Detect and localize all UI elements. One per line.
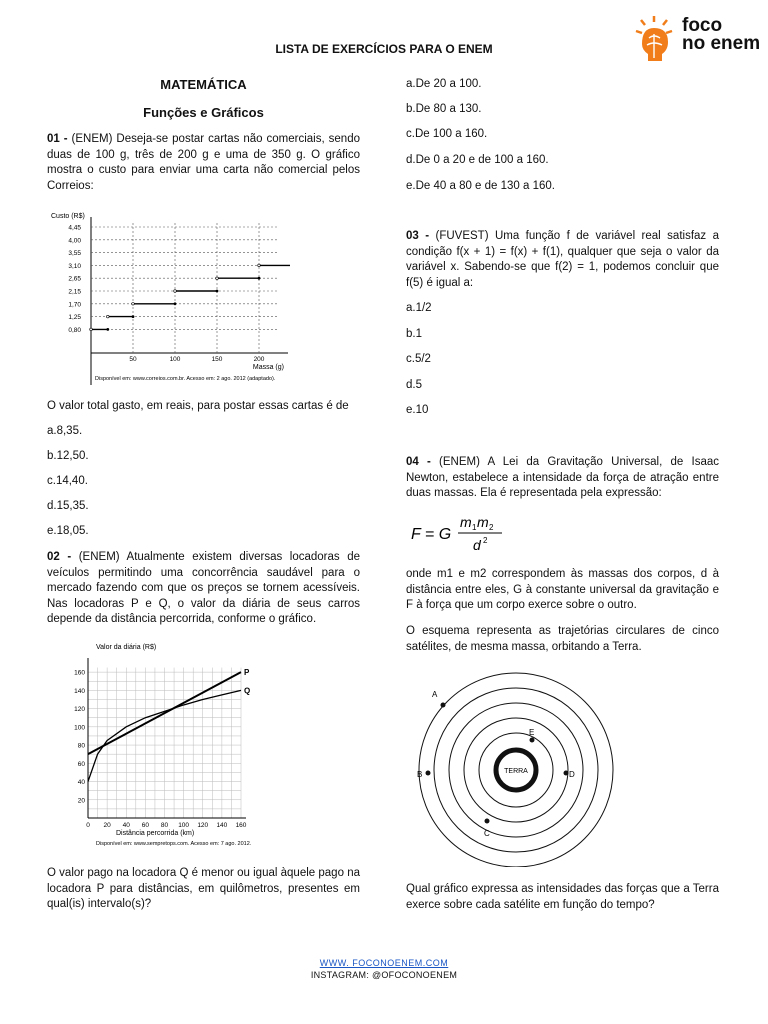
formula-lhs: F = G [411, 526, 452, 543]
chart2-y-tick-label: 120 [74, 706, 85, 714]
q3-option-d[interactable]: d.5 [406, 379, 422, 391]
q4-question: Qual gráfico expressa as intensidades das forças que a Terra exerce sobre cada satélite em função do tempo? [406, 883, 719, 911]
formula-exp: 2 [483, 536, 488, 545]
earth-label: TERRA [504, 768, 528, 775]
chart2-y-tick-label: 160 [74, 669, 85, 677]
satellite-b [426, 771, 431, 776]
q2-option-b[interactable]: b.De 80 a 130. [406, 103, 482, 115]
chart1-step-closed-point [174, 302, 177, 305]
satellite-d [564, 771, 569, 776]
q1-statement [47, 132, 360, 194]
q1-number: 01 - [47, 133, 68, 145]
chart1-step-closed-point [132, 315, 135, 318]
q1-option-a[interactable]: a.8,35. [47, 425, 83, 437]
chart1-x-tick-label: 200 [253, 356, 265, 363]
q2-option-a[interactable]: a.De 20 a 100. [406, 78, 482, 90]
q3-option-c[interactable]: c.5/2 [406, 353, 431, 365]
document-title: LISTA DE EXERCÍCIOS PARA O ENEM [275, 42, 493, 56]
chart1-step-closed-point [216, 290, 219, 293]
q2-text: (ENEM) Atualmente existem diversas locadoras de veículos permitindo uma concorrência saudável para o mercado fazendo com que os preços se tornem acessíveis. Nas locadoras P e Q, o valor da diária de seus carros depende da distância percorrida, conforme o gráfico. [47, 551, 360, 625]
q1-text: (ENEM) Deseja-se postar cartas não comerciais, sendo duas de 100 g, três de 200 g e uma de 350 g. O gráfico mostra o custo para enviar uma carta não comercial pelos Correios: [47, 133, 360, 192]
footer-website-link[interactable]: WWW. FOCONOENEM.COM [319, 958, 449, 968]
chart2-x-tick-label: 80 [160, 822, 169, 829]
satellite-a-label: A [432, 690, 438, 699]
logo-line1: foco [682, 15, 723, 36]
q1-option-e[interactable]: e.18,05. [47, 525, 89, 537]
chart2-x-tick-label: 60 [141, 822, 149, 829]
formula-sub2: 2 [489, 523, 494, 532]
postage-cost-chart [48, 205, 290, 385]
q3-text: (FUVEST) Uma função f de variável real satisfaz a condição f(x + 1) = f(x) + f(1), qualquer que seja o valor da variável x. Sabendo-se que f(2) = 1, podemos concluir que f(5) é igual a: [406, 230, 719, 289]
chart1-step-open-point [132, 303, 135, 306]
q4-text: (ENEM) A Lei da Gravitação Universal, de Isaac Newton, estabelece a intensidade da força de atração entre duas massas. Ela é representada pela expressão: [406, 456, 719, 499]
chart1-xlabel: Massa (g) [252, 364, 284, 371]
satellite-b-label: B [417, 770, 423, 779]
chart2-x-tick-label: 120 [197, 822, 209, 829]
logo [632, 14, 762, 64]
chart1-source: Disponível em: www.correios.com.br. Acesso em: 2 ago. 2012 (adaptado). [95, 376, 276, 382]
q4-number: 04 - [406, 456, 431, 468]
q3-option-e[interactable]: e.10 [406, 404, 429, 416]
chart1-step-open-point [216, 277, 219, 280]
chart2-series-label-Q: Q [244, 686, 251, 696]
chart1-y-tick-label: 2,65 [68, 275, 81, 283]
q2-option-c[interactable]: c.De 100 a 160. [406, 128, 488, 140]
q4-statement [406, 455, 719, 502]
chart2-xlabel: Distância percorrida (km) [116, 830, 195, 837]
formula-d: d [473, 537, 481, 553]
q2-question: O valor pago na locadora Q é menor ou igual àquele pago na locadora P para distâncias, em quilômetros, presentes em qual(is) intervalo(s)? [47, 867, 360, 910]
chart2-x-tick-label: 100 [178, 822, 190, 829]
orbit-diagram [408, 665, 622, 867]
satellite-c [485, 819, 490, 824]
chart1-x-tick-label: 50 [129, 356, 137, 363]
q1-option-d[interactable]: d.15,35. [47, 500, 89, 512]
chart1-step-open-point [258, 264, 261, 267]
brain-icon [632, 14, 680, 64]
chart1-y-tick-label: 1,25 [68, 314, 81, 322]
q4-paragraph-2: onde m1 e m2 correspondem às massas dos corpos, d à distância entre eles, G à constante universal da gravitação e F à força que um corpo exerce sobre o outro. [406, 568, 719, 611]
chart1-step-closed-point [106, 328, 109, 331]
chart1-x-tick-label: 150 [211, 356, 223, 363]
chart1-y-tick-label: 2,15 [68, 288, 81, 296]
satellite-c-label: C [484, 829, 490, 838]
chart1-y-tick-label: 4,45 [68, 224, 81, 232]
chart1-step-closed-point [258, 277, 261, 280]
q2-statement [47, 550, 360, 628]
chart2-y-tick-label: 140 [74, 687, 85, 695]
q2-number: 02 - [47, 551, 72, 563]
footer-instagram: INSTAGRAM: @OFOCONOENEM [310, 970, 458, 980]
chart1-step-open-point [174, 290, 177, 293]
chart1-y-tick-label: 1,70 [68, 301, 81, 309]
q3-option-a[interactable]: a.1/2 [406, 302, 432, 314]
logo-line2: no enem [682, 33, 761, 54]
chart1-y-tick-label: 3,10 [68, 262, 81, 270]
satellite-e [530, 738, 535, 743]
rental-price-chart [66, 638, 266, 850]
chart2-x-tick-label: 0 [86, 822, 90, 829]
chart2-y-tick-label: 40 [77, 779, 85, 787]
satellite-e-label: E [529, 728, 535, 737]
chart2-y-tick-label: 100 [74, 724, 85, 732]
chart1-step-open-point [90, 328, 93, 331]
q1-question: O valor total gasto, em reais, para postar essas cartas é de [47, 400, 349, 412]
chart2-source: Disponível em: www.sempretops.com. Acesso em: 7 ago. 2012. [96, 841, 252, 847]
q1-option-c[interactable]: c.14,40. [47, 475, 88, 487]
topic-heading: Funções e Gráficos [143, 105, 264, 120]
chart2-y-tick-label: 60 [77, 760, 85, 768]
satellite-a [441, 703, 446, 708]
q2-option-d[interactable]: d.De 0 a 20 e de 100 a 160. [406, 154, 549, 166]
satellite-d-label: D [569, 770, 575, 779]
subject-heading: MATEMÁTICA [160, 77, 247, 92]
chart2-x-tick-label: 160 [235, 822, 247, 829]
chart1-x-tick-label: 100 [169, 356, 181, 363]
chart1-title: Custo (R$) [51, 213, 85, 220]
chart1-step-open-point [107, 315, 110, 318]
q4-paragraph-3: O esquema representa as trajetórias circulares de cinco satélites, de mesma massa, orbitando a Terra. [406, 625, 719, 653]
q3-number: 03 - [406, 230, 430, 242]
chart2-x-tick-label: 20 [103, 822, 111, 829]
chart1-y-tick-label: 4,00 [68, 237, 81, 245]
chart2-x-tick-label: 40 [122, 822, 130, 829]
formula-sub1: 1 [472, 523, 477, 532]
chart1-y-tick-label: 3,55 [68, 250, 81, 258]
formula-m2: m [477, 514, 489, 530]
q1-option-b[interactable]: b.12,50. [47, 450, 89, 462]
chart2-title: Valor da diária (R$) [96, 644, 157, 651]
chart2-y-tick-label: 80 [77, 742, 85, 750]
q3-statement [406, 229, 719, 291]
chart2-y-tick-label: 20 [77, 797, 85, 805]
chart2-series-label-P: P [244, 668, 250, 678]
q3-option-b[interactable]: b.1 [406, 328, 422, 340]
formula-m1: m [460, 514, 472, 530]
chart1-y-tick-label: 0,80 [68, 326, 81, 334]
gravitation-formula [408, 510, 518, 554]
chart2-x-tick-label: 140 [216, 822, 228, 829]
q2-option-e[interactable]: e.De 40 a 80 e de 130 a 160. [406, 180, 555, 192]
